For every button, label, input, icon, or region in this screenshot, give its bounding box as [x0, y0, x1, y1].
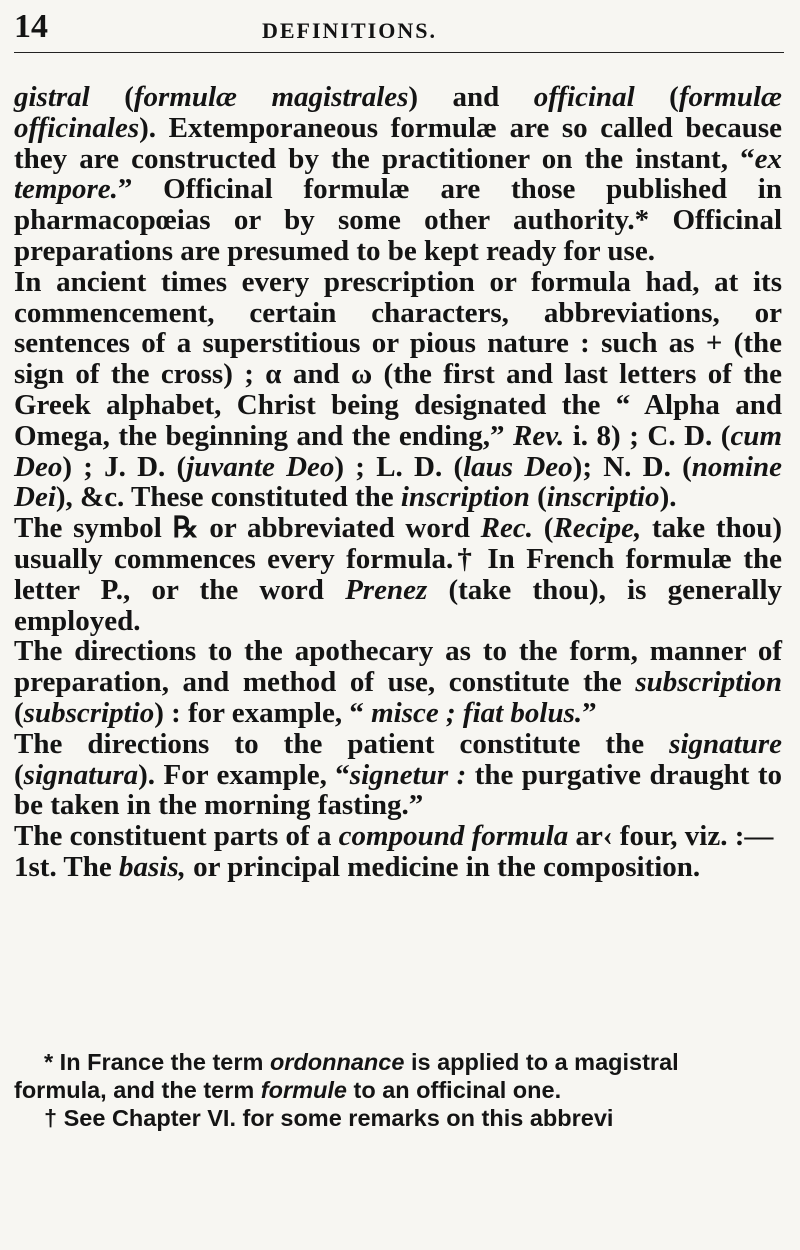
text-run: take thou) usually commences every formula.† In French formulæ the letter P., or the word [14, 512, 782, 606]
text-run: ); N. D. ( [572, 450, 692, 483]
italic-run: inscription [400, 481, 530, 514]
text-run: ) : for example, “ [154, 696, 372, 729]
italic-run: formule [260, 1077, 347, 1103]
text-run: ( [529, 481, 547, 514]
text-run: ” [582, 696, 597, 729]
italic-run: juvante Deo [186, 450, 335, 483]
text-run: ( [634, 81, 679, 113]
text-run: ( [89, 81, 134, 113]
italic-run: Recipe, [553, 512, 642, 545]
text-run: The symbol ℞ or abbreviated word [14, 512, 481, 545]
footnotes [14, 1048, 774, 1132]
text-run: ar‹ four, viz. :— [568, 820, 774, 853]
paragraph [14, 636, 782, 728]
italic-run: inscriptio [546, 481, 660, 514]
italic-run: ex tempore. [14, 142, 782, 206]
italic-run: basis, [119, 850, 186, 883]
text-run: * In France the term [44, 1049, 270, 1075]
italic-run: formulæ magistrales [133, 81, 409, 113]
italic-run: cum Deo [14, 419, 782, 483]
footnote [14, 1048, 774, 1104]
paragraph [14, 267, 782, 513]
text-run: ) ; J. D. ( [62, 450, 187, 483]
text-run: The directions to the patient constitute the [14, 727, 670, 760]
footnote [14, 1104, 774, 1132]
running-head: DEFINITIONS. [262, 18, 437, 43]
text-run: † See Chapter VI. for some remarks on this abbrevi [44, 1105, 614, 1131]
body-text [14, 82, 782, 883]
italic-run: signetur : [349, 758, 467, 791]
italic-run: gistral [14, 81, 90, 113]
text-run: ). Extemporaneous formulæ are so called because they are constructed by the practitioner on the instant, “ [14, 111, 782, 175]
italic-run: subscription [635, 666, 782, 699]
text-run: is applied to a magistral formula, and the term [14, 1049, 679, 1103]
italic-run: ordonnance [269, 1049, 405, 1075]
text-run: ” Officinal formulæ are those published in pharmacopœias or by some other authority.* Officinal preparations are presumed to be kept ready for use. [14, 173, 782, 267]
italic-run: laus Deo [463, 450, 573, 483]
page-number: 14 [14, 8, 48, 45]
text-run: or principal medicine in the composition. [185, 850, 701, 883]
italic-run: nomine Dei [14, 450, 782, 514]
page-header [14, 8, 784, 53]
italic-run: compound formula [338, 820, 569, 853]
paragraph [14, 821, 782, 852]
text-run: the purgative draught to be taken in the morning fasting.” [14, 758, 782, 822]
italic-run: Rec. [480, 512, 533, 545]
text-run: 1st. The [14, 850, 120, 883]
text-run: The constituent parts of a [14, 820, 339, 853]
text-run: ) ; L. D. ( [334, 450, 464, 483]
text-run: (take thou), is generally employed. [14, 573, 782, 637]
italic-run: Prenez [345, 573, 428, 606]
text-run: ( [14, 758, 24, 791]
text-run: The directions to the apothecary as to the form, manner of preparation, and method of use, constitute the [14, 635, 782, 699]
paragraph [14, 513, 782, 636]
italic-run: officinal [533, 81, 635, 113]
italic-run: signatura [23, 758, 139, 791]
text-run: ( [14, 696, 24, 729]
text-run: to an officinal one. [346, 1077, 562, 1103]
paragraph [14, 852, 782, 883]
paragraph [14, 729, 782, 821]
italic-run: misce ; fiat bolus. [371, 696, 583, 729]
italic-run: Rev. [512, 419, 565, 452]
text-run: ). [659, 481, 677, 514]
italic-run: subscriptio [23, 696, 155, 729]
italic-run: signature [669, 727, 782, 760]
text-run: ). For example, “ [138, 758, 350, 791]
italic-run: formulæ officinales [14, 81, 782, 144]
text-run: ), &c. These constituted the [55, 481, 401, 514]
text-run: In ancient times every prescription or formula had, at its commencement, certain characters, abbreviations, or sentences of a superstitious or pious nature : such as + (the sign of the cross) ; α and ω (the first and last letters of the Greek alphabet, Christ being designated the “ Alpha and Omega, the beginning and the ending,” [14, 265, 782, 452]
paragraph [14, 82, 782, 267]
text-run: ) and [408, 81, 534, 113]
text-run: ( [532, 512, 554, 545]
text-run: i. 8) ; C. D. ( [564, 419, 731, 452]
